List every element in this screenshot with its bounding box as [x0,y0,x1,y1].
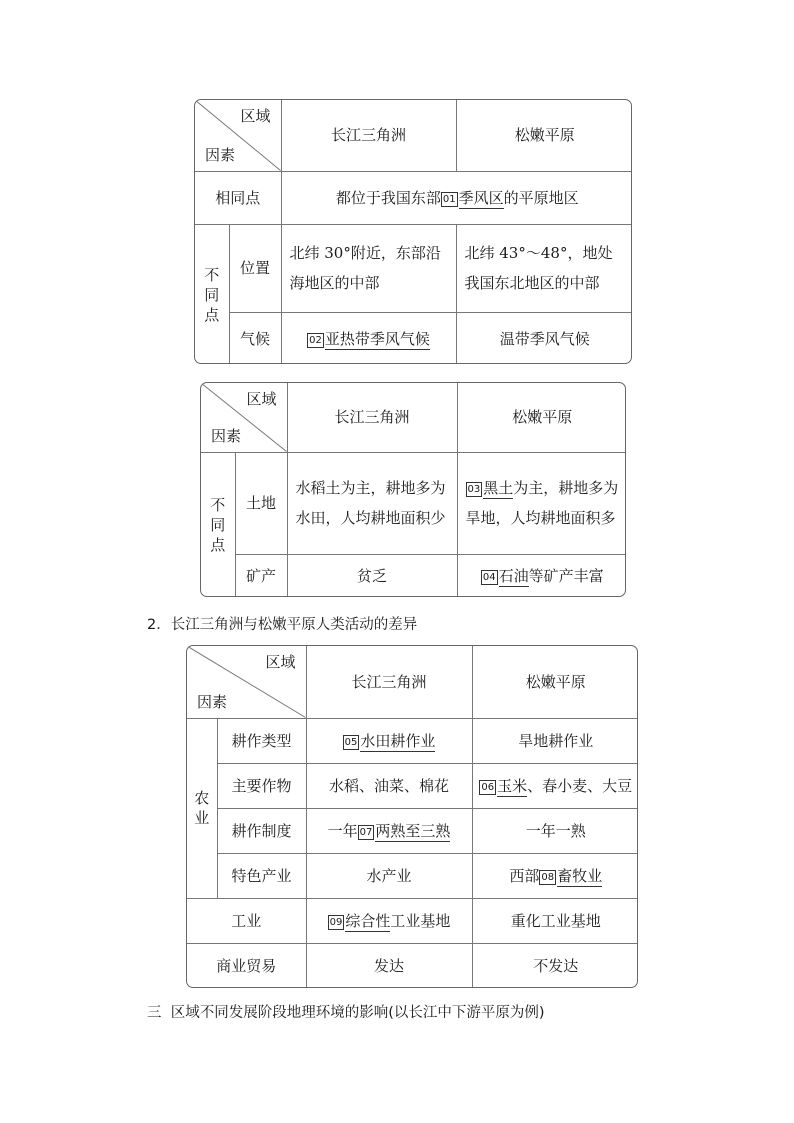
industry-songnen-plain: 重化工业基地 [472,898,638,943]
land-yangtze-delta: 水稻土为主，耕地多为水田，人均耕地面积少 [287,452,457,554]
header-factor-label: 因素 [205,145,236,164]
row-label-mineral: 矿产 [235,554,287,597]
answer-blank-05: 水田耕作业 [360,731,436,750]
header-diagonal-cell [187,646,306,718]
answer-number-07: 07 [359,826,373,838]
answer-number-09: 09 [329,916,343,928]
answer-blank-08: 畜牧业 [557,866,603,885]
column-header-yangtze-delta: 长江三角洲 [287,383,457,452]
column-header-yangtze-delta: 长江三角洲 [281,100,456,171]
row-label-special-industry: 特色产业 [217,853,306,898]
answer-number-06: 06 [481,781,495,793]
answer-number-04: 04 [482,572,496,584]
row-label-land: 土地 [235,452,287,554]
row-label-location: 位置 [229,224,281,312]
mineral-songnen-plain: 04 石油等矿产丰富 [457,554,626,597]
row-group-agriculture: 农 业 [187,718,217,898]
header-region-label: 区域 [240,107,271,125]
section-2-title: 2．长江三角洲与松嫩平原人类活动的差异 [147,617,418,633]
answer-number-03: 03 [467,484,481,495]
answer-number-02: 02 [309,334,322,346]
header-region-label: 区域 [265,653,296,671]
row-label-main-crops: 主要作物 [217,763,306,808]
row-label-industry: 工业 [187,898,306,943]
row-group-difference: 不 同 点 [201,452,235,597]
row-label-similarity: 相同点 [195,171,281,224]
commerce-songnen-plain: 不发达 [472,943,638,988]
header-diagonal-cell [195,100,281,171]
row-label-farming-system: 耕作制度 [217,808,306,853]
answer-blank-09: 综合性 [345,911,391,930]
answer-blank-06: 玉米 [497,776,528,795]
table-resource-comparison [200,382,626,597]
column-header-yangtze-delta: 长江三角洲 [306,646,472,718]
table-basic-comparison [194,99,632,364]
column-header-songnen-plain: 松嫩平原 [456,100,632,171]
answer-number-08: 08 [541,871,555,883]
row-label-farming-type: 耕作类型 [217,718,306,763]
row-label-climate: 气候 [229,312,281,364]
climate-yangtze-delta [281,312,456,364]
similarity-value: 都位于我国东部 01 季风区的平原地区 [281,171,632,224]
answer-blank-04: 石油 [498,567,529,586]
header-region-label: 区域 [246,390,277,408]
answer-number-05: 05 [344,736,358,748]
main-crops-songnen-plain: 06 玉米、春小麦、大豆 [472,763,638,808]
location-songnen-plain: 北纬 43°～48°，地处我国东北地区的中部 [456,224,632,312]
header-factor-label: 因素 [211,426,242,445]
land-songnen-plain: 03 黑土为主，耕地多为旱地，人均耕地面积多 [457,452,626,554]
answer-blank-07: 两熟至三熟 [375,821,451,840]
header-factor-label: 因素 [197,692,228,711]
special-industry-yangtze-delta: 水产业 [306,853,472,898]
commerce-yangtze-delta: 发达 [306,943,472,988]
answer-blank-01: 季风区 [458,188,504,207]
column-header-songnen-plain: 松嫩平原 [457,383,626,452]
farming-system-yangtze-delta: 一年 07 两熟至三熟 [306,808,472,853]
row-label-commerce: 商业贸易 [187,943,306,988]
industry-yangtze-delta: 09 综合性工业基地 [306,898,472,943]
special-industry-songnen-plain: 西部 08 畜牧业 [472,853,638,898]
answer-blank-02: 亚热带季风气候 [324,329,430,348]
row-group-difference: 不 同 点 [195,224,229,364]
climate-songnen-plain: 温带季风气候 [456,312,632,364]
main-crops-yangtze-delta: 水稻、油菜、棉花 [306,763,472,808]
table-human-activity-comparison [186,645,638,988]
farming-type-yangtze-delta [306,718,472,763]
farming-system-songnen-plain: 一年一熟 [472,808,638,853]
section-3-title: 三 区域不同发展阶段地理环境的影响(以长江中下游平原为例) [147,1005,545,1021]
location-yangtze-delta: 北纬 30°附近，东部沿海地区的中部 [281,224,456,312]
column-header-songnen-plain: 松嫩平原 [472,646,638,718]
answer-blank-03: 黑土 [483,479,514,497]
header-diagonal-cell [201,383,287,452]
mineral-yangtze-delta: 贫乏 [287,554,457,597]
answer-number-01: 01 [442,193,456,205]
farming-type-songnen-plain: 旱地耕作业 [472,718,638,763]
